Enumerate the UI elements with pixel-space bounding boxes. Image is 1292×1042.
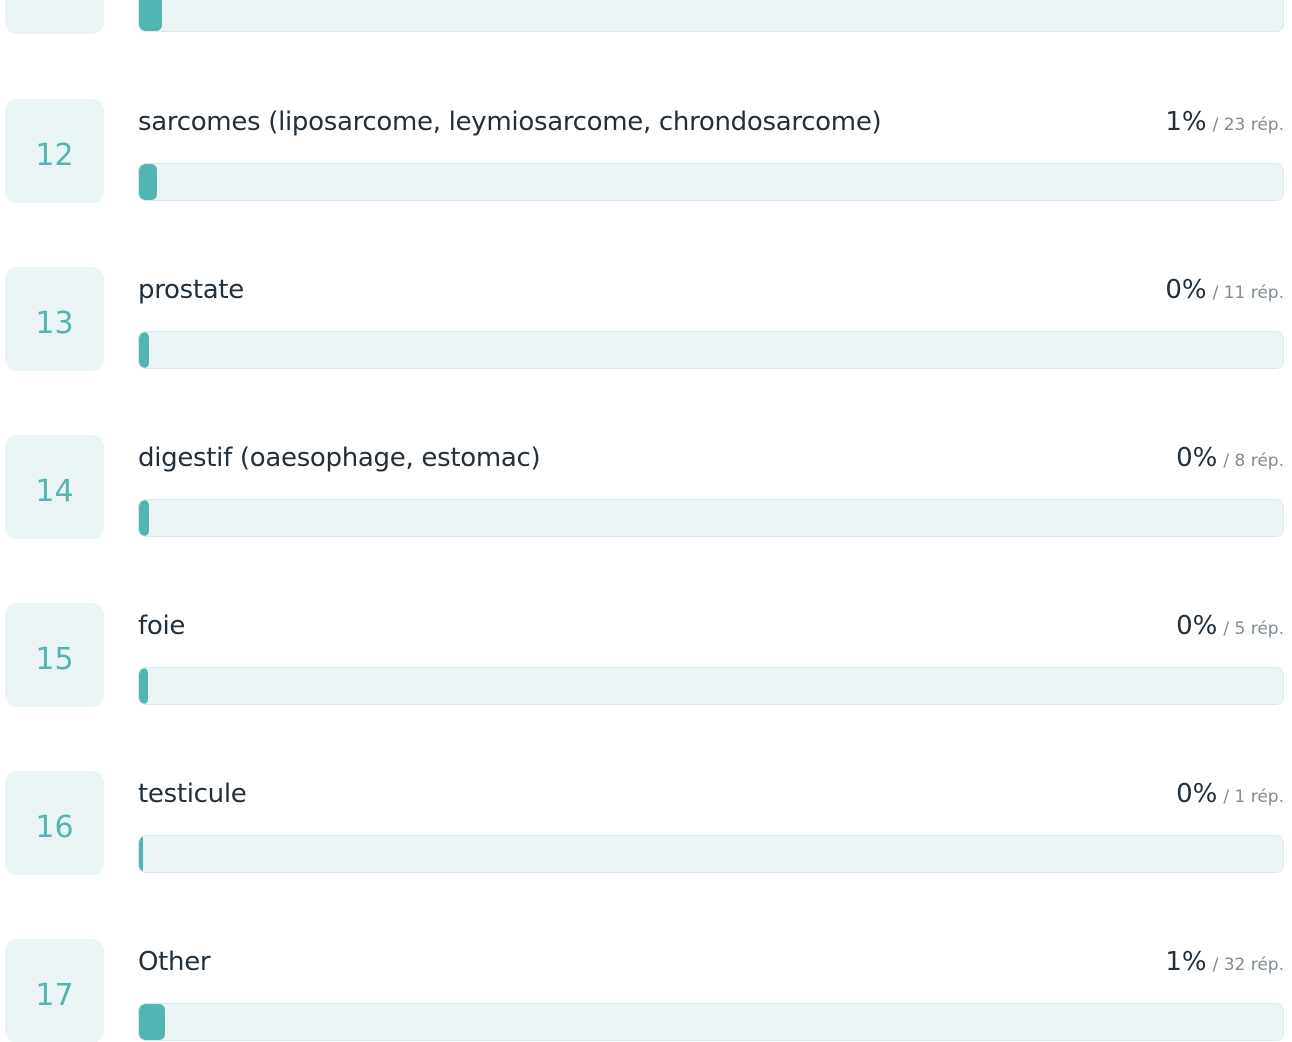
option-count: / 32 rép. bbox=[1212, 955, 1284, 975]
option-count: / 5 rép. bbox=[1223, 619, 1284, 639]
option-count: / 11 rép. bbox=[1212, 283, 1284, 303]
option-number-box bbox=[5, 771, 104, 875]
option-label: digestif (oaesophage, estomac) bbox=[138, 443, 541, 473]
option-percent: 0% bbox=[1176, 779, 1218, 809]
progress-fill bbox=[139, 668, 148, 704]
option-label: foie bbox=[138, 611, 186, 641]
progress-track bbox=[138, 499, 1284, 537]
option-number-box bbox=[5, 99, 104, 203]
result-row bbox=[0, 603, 1292, 713]
option-number: 16 bbox=[35, 809, 74, 845]
result-row bbox=[0, 771, 1292, 881]
progress-fill bbox=[139, 332, 149, 368]
option-label: testicule bbox=[138, 779, 247, 809]
option-stats bbox=[1165, 275, 1284, 305]
result-row bbox=[0, 267, 1292, 377]
option-number: 12 bbox=[35, 137, 74, 173]
result-row bbox=[0, 939, 1292, 1042]
progress-fill bbox=[139, 164, 157, 200]
option-number-box bbox=[5, 603, 104, 707]
option-percent: 0% bbox=[1165, 275, 1207, 305]
option-label: Other bbox=[138, 947, 211, 977]
option-number: 13 bbox=[35, 305, 74, 341]
progress-fill bbox=[139, 0, 162, 31]
progress-track bbox=[138, 163, 1284, 201]
result-row bbox=[0, 435, 1292, 545]
option-number-box bbox=[5, 435, 104, 539]
option-percent: 0% bbox=[1176, 443, 1218, 473]
option-stats bbox=[1165, 947, 1284, 977]
option-percent: 1% bbox=[1165, 947, 1207, 977]
option-count: / 23 rép. bbox=[1212, 115, 1284, 135]
option-percent: 0% bbox=[1176, 611, 1218, 641]
option-count: / 8 rép. bbox=[1223, 451, 1284, 471]
progress-track bbox=[138, 0, 1284, 32]
option-number-box bbox=[5, 0, 104, 34]
option-label: sarcomes (liposarcome, leymiosarcome, chrondosarcome) bbox=[138, 107, 882, 137]
progress-track bbox=[138, 667, 1284, 705]
option-number: 15 bbox=[35, 641, 74, 677]
progress-fill bbox=[139, 836, 143, 872]
progress-fill bbox=[139, 1004, 165, 1040]
option-number: 14 bbox=[35, 473, 74, 509]
option-stats bbox=[1165, 107, 1284, 137]
option-stats bbox=[1176, 443, 1284, 473]
result-row-partial bbox=[0, 0, 1292, 40]
result-row bbox=[0, 99, 1292, 209]
option-number-box bbox=[5, 939, 104, 1042]
progress-track bbox=[138, 1003, 1284, 1041]
option-number-box bbox=[5, 267, 104, 371]
progress-fill bbox=[139, 500, 149, 536]
progress-track bbox=[138, 835, 1284, 873]
option-stats bbox=[1176, 611, 1284, 641]
option-count: / 1 rép. bbox=[1223, 787, 1284, 807]
option-label: prostate bbox=[138, 275, 244, 305]
option-number: 17 bbox=[35, 977, 74, 1013]
progress-track bbox=[138, 331, 1284, 369]
option-stats bbox=[1176, 779, 1284, 809]
option-percent: 1% bbox=[1165, 107, 1207, 137]
